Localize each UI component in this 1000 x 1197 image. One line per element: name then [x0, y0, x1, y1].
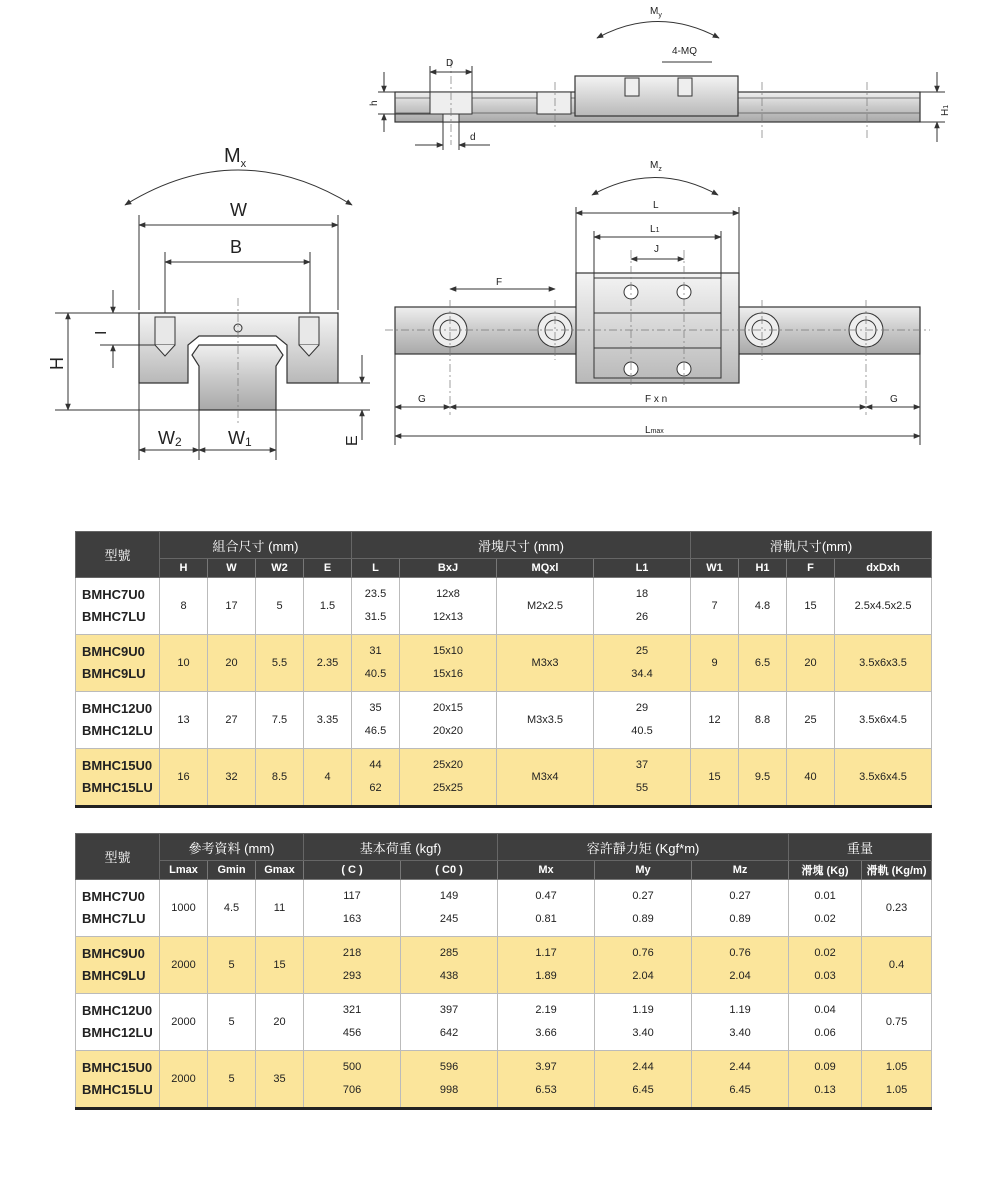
d-upper-label: D: [446, 58, 454, 69]
cell-w: 32: [208, 749, 256, 807]
group-header-weight: 重量: [789, 834, 932, 861]
model-cell: BMHC9U0 BMHC9LU: [76, 635, 160, 692]
cell-block: 0.02 0.03: [789, 937, 862, 994]
my-label: $M_y$: [650, 6, 662, 19]
group-header-load: 基本荷重 (kgf): [304, 834, 498, 861]
table-row: [76, 692, 932, 749]
col-header: W: [208, 559, 256, 578]
col-header: F: [787, 559, 835, 578]
cell-rail: 0.23: [862, 880, 932, 937]
cell-h: 8: [160, 578, 208, 635]
subheader-row: [76, 861, 932, 880]
cell-c0: 149 245: [401, 880, 498, 937]
col-header: Mz: [692, 861, 789, 880]
cell-l: 35 46.5: [352, 692, 400, 749]
cell-f: 20: [787, 635, 835, 692]
side-view: [369, 6, 951, 150]
cell-c: 500 706: [304, 1051, 401, 1109]
table-row: [76, 1051, 932, 1109]
col-header: L1: [594, 559, 691, 578]
model-cell: BMHC12U0 BMHC12LU: [76, 692, 160, 749]
cell-w2: 5.5: [256, 635, 304, 692]
cell-w1: 12: [691, 692, 739, 749]
top-view: [385, 160, 930, 445]
technical-drawing: [0, 0, 1000, 470]
h-label: H: [47, 357, 67, 370]
cell-dxdxh: 3.5x6x4.5: [835, 692, 932, 749]
cell-dxdxh: 3.5x6x3.5: [835, 635, 932, 692]
cell-h1: 4.8: [739, 578, 787, 635]
mq-label: 4-MQ: [672, 46, 697, 57]
table-row: [76, 994, 932, 1051]
table-row: [76, 880, 932, 937]
cell-gmax: 15: [256, 937, 304, 994]
cell-w2: 5: [256, 578, 304, 635]
cell-lmax: 2000: [160, 1051, 208, 1109]
col-header: ( C ): [304, 861, 401, 880]
cell-l1: 37 55: [594, 749, 691, 807]
cell-mqxl: M2x2.5: [497, 578, 594, 635]
col-header: Gmin: [208, 861, 256, 880]
cell-c0: 285 438: [401, 937, 498, 994]
cell-w: 20: [208, 635, 256, 692]
group-header-moment: 容許靜力矩 (Kgf*m): [498, 834, 789, 861]
cell-mz: 0.27 0.89: [692, 880, 789, 937]
cell-l: 44 62: [352, 749, 400, 807]
cell-e: 1.5: [304, 578, 352, 635]
table-row: [76, 578, 932, 635]
cell-gmax: 11: [256, 880, 304, 937]
w1-label: W1: [228, 428, 252, 449]
cell-c: 218 293: [304, 937, 401, 994]
cell-my: 1.19 3.40: [595, 994, 692, 1051]
cell-l: 23.5 31.5: [352, 578, 400, 635]
model-cell: BMHC15U0 BMHC15LU: [76, 1051, 160, 1109]
j-label: J: [654, 244, 659, 255]
model-header: 型號: [76, 532, 160, 578]
cell-c0: 596 998: [401, 1051, 498, 1109]
group-header-rail: 滑軌尺寸(mm): [691, 532, 932, 559]
cell-c: 321 456: [304, 994, 401, 1051]
cell-mz: 2.44 6.45: [692, 1051, 789, 1109]
cell-rail: 1.05 1.05: [862, 1051, 932, 1109]
cell-mqxl: M3x4: [497, 749, 594, 807]
cell-bxj: 15x10 15x16: [400, 635, 497, 692]
col-header: Gmax: [256, 861, 304, 880]
w2-label: W2: [158, 428, 182, 449]
cell-lmax: 2000: [160, 937, 208, 994]
col-header: E: [304, 559, 352, 578]
cell-mqxl: M3x3: [497, 635, 594, 692]
g-right-label: G: [890, 394, 898, 405]
cell-mx: 2.19 3.66: [498, 994, 595, 1051]
group-header-reference: 參考資料 (mm): [160, 834, 304, 861]
col-header: 滑軌 (Kg/m): [862, 861, 932, 880]
col-header: W1: [691, 559, 739, 578]
l-label: L: [653, 200, 659, 211]
cell-h1: 8.8: [739, 692, 787, 749]
cell-lmax: 2000: [160, 994, 208, 1051]
cell-block: 0.09 0.13: [789, 1051, 862, 1109]
col-header: H: [160, 559, 208, 578]
l1-label: L1: [650, 224, 660, 235]
cell-e: 3.35: [304, 692, 352, 749]
mx-label: $M_x$: [224, 145, 247, 170]
cell-dxdxh: 2.5x4.5x2.5: [835, 578, 932, 635]
cell-my: 0.76 2.04: [595, 937, 692, 994]
b-label: B: [230, 237, 243, 257]
cell-l: 31 40.5: [352, 635, 400, 692]
mz-label: $M_z$: [650, 160, 662, 173]
cell-mx: 3.97 6.53: [498, 1051, 595, 1109]
lmax-label: Lmax: [645, 425, 664, 436]
model-cell: BMHC7U0 BMHC7LU: [76, 880, 160, 937]
cell-rail: 0.4: [862, 937, 932, 994]
table-row: [76, 635, 932, 692]
f-label: F: [496, 277, 503, 288]
cell-w1: 9: [691, 635, 739, 692]
cell-c: 117 163: [304, 880, 401, 937]
cell-gmin: 4.5: [208, 880, 256, 937]
cell-gmax: 20: [256, 994, 304, 1051]
e-label: E: [344, 435, 361, 446]
cell-dxdxh: 3.5x6x4.5: [835, 749, 932, 807]
cell-gmax: 35: [256, 1051, 304, 1109]
load-rating-table: [75, 833, 932, 1110]
cell-gmin: 5: [208, 937, 256, 994]
cell-mx: 1.17 1.89: [498, 937, 595, 994]
table-row: [76, 937, 932, 994]
cell-w1: 15: [691, 749, 739, 807]
col-header: Mx: [498, 861, 595, 880]
cell-w2: 7.5: [256, 692, 304, 749]
cell-w: 17: [208, 578, 256, 635]
col-header: 滑塊 (Kg): [789, 861, 862, 880]
cell-l1: 18 26: [594, 578, 691, 635]
cell-mz: 1.19 3.40: [692, 994, 789, 1051]
cell-l1: 25 34.4: [594, 635, 691, 692]
cell-h1: 9.5: [739, 749, 787, 807]
col-header: H1: [739, 559, 787, 578]
d-lower-label: d: [470, 132, 476, 143]
fxn-label: F x n: [645, 394, 668, 405]
col-header: My: [595, 861, 692, 880]
cell-my: 0.27 0.89: [595, 880, 692, 937]
g-left-label: G: [418, 394, 426, 405]
cell-h1: 6.5: [739, 635, 787, 692]
cell-block: 0.01 0.02: [789, 880, 862, 937]
front-view: [47, 145, 370, 460]
col-header: dxDxh: [835, 559, 932, 578]
cell-l1: 29 40.5: [594, 692, 691, 749]
cell-bxj: 12x8 12x13: [400, 578, 497, 635]
cell-bxj: 20x15 20x20: [400, 692, 497, 749]
cell-w2: 8.5: [256, 749, 304, 807]
group-header-assembly: 組合尺寸 (mm): [160, 532, 352, 559]
cell-e: 4: [304, 749, 352, 807]
col-header: W2: [256, 559, 304, 578]
model-cell: BMHC7U0 BMHC7LU: [76, 578, 160, 635]
cell-block: 0.04 0.06: [789, 994, 862, 1051]
cell-lmax: 1000: [160, 880, 208, 937]
cell-e: 2.35: [304, 635, 352, 692]
model-header: 型號: [76, 834, 160, 880]
cell-h: 10: [160, 635, 208, 692]
cell-f: 40: [787, 749, 835, 807]
h-small-label: h: [369, 100, 380, 106]
cell-h: 16: [160, 749, 208, 807]
cell-mz: 0.76 2.04: [692, 937, 789, 994]
table-row: [76, 749, 932, 807]
cell-w1: 7: [691, 578, 739, 635]
col-header: MQxl: [497, 559, 594, 578]
col-header: Lmax: [160, 861, 208, 880]
h1-label: H1: [940, 104, 951, 116]
col-header: L: [352, 559, 400, 578]
subheader-row: [76, 559, 932, 578]
cell-h: 13: [160, 692, 208, 749]
group-header-block: 滑塊尺寸 (mm): [352, 532, 691, 559]
cell-f: 25: [787, 692, 835, 749]
w-label: W: [230, 200, 247, 220]
cell-bxj: 25x20 25x25: [400, 749, 497, 807]
cell-c0: 397 642: [401, 994, 498, 1051]
cell-my: 2.44 6.45: [595, 1051, 692, 1109]
model-cell: BMHC9U0 BMHC9LU: [76, 937, 160, 994]
dimensions-table: [75, 531, 932, 808]
model-cell: BMHC12U0 BMHC12LU: [76, 994, 160, 1051]
col-header: ( C0 ): [401, 861, 498, 880]
col-header: BxJ: [400, 559, 497, 578]
cell-gmin: 5: [208, 994, 256, 1051]
cell-w: 27: [208, 692, 256, 749]
i-label: I: [93, 330, 110, 335]
model-cell: BMHC15U0 BMHC15LU: [76, 749, 160, 807]
cell-rail: 0.75: [862, 994, 932, 1051]
cell-mx: 0.47 0.81: [498, 880, 595, 937]
cell-gmin: 5: [208, 1051, 256, 1109]
cell-f: 15: [787, 578, 835, 635]
cell-mqxl: M3x3.5: [497, 692, 594, 749]
